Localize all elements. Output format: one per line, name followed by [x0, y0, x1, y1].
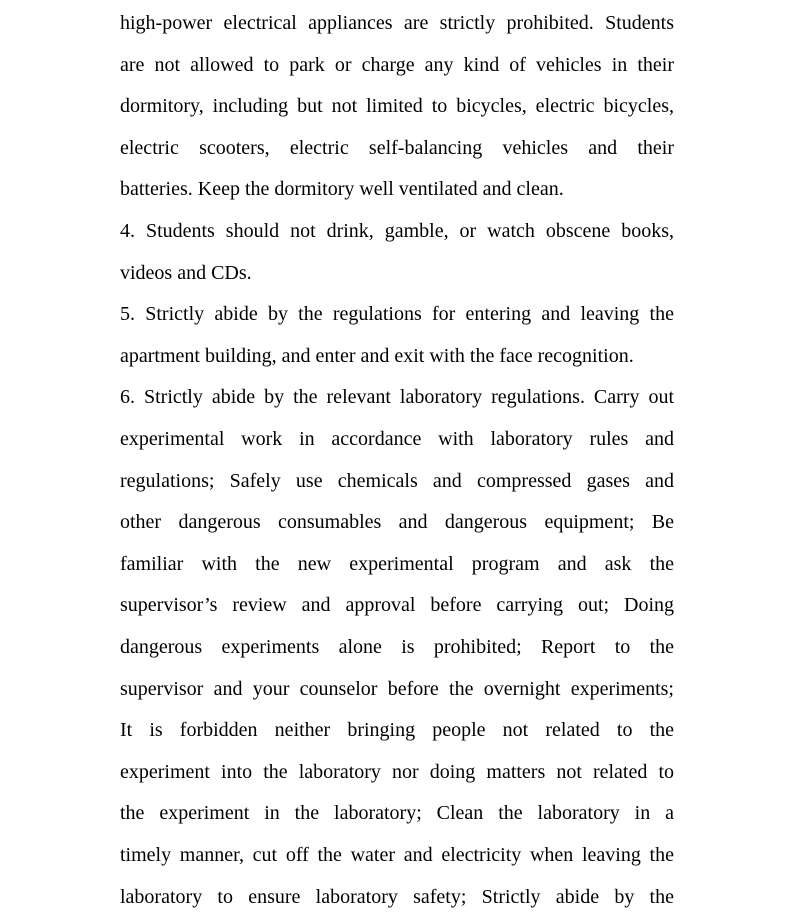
- text-line: 5. Strictly abide by the regulations for entering and leaving the: [120, 303, 674, 326]
- text-line: dormitory, including but not limited to bicycles, electric bicycles,: [120, 95, 674, 118]
- text-line: videos and CDs.: [120, 261, 252, 284]
- text-line: electric scooters, electric self-balancing vehicles and their: [120, 136, 674, 159]
- text-line: high-power electrical appliances are strictly prohibited. Students: [120, 12, 674, 34]
- text-line: regulations; Safely use chemicals and compressed gases and: [120, 469, 674, 492]
- text-line: It is forbidden neither bringing people not related to the: [120, 719, 674, 742]
- text-line: are not allowed to park or charge any kind of vehicles in their: [120, 53, 674, 76]
- text-line: the experiment in the laboratory; Clean the laboratory in a: [120, 802, 674, 825]
- text-line: dangerous experiments alone is prohibited; Report to the: [120, 636, 674, 658]
- text-line: laboratory to ensure laboratory safety; Strictly abide by the: [120, 885, 674, 908]
- text-line: 6. Strictly abide by the relevant laboratory regulations. Carry out: [120, 386, 674, 409]
- text-line: other dangerous consumables and dangerous equipment; Be: [120, 511, 674, 534]
- text-line: batteries. Keep the dormitory well ventilated and clean.: [120, 178, 564, 201]
- text-line: apartment building, and enter and exit with the face recognition.: [120, 344, 634, 367]
- text-line: timely manner, cut off the water and electricity when leaving the: [120, 844, 674, 866]
- text-line: experiment into the laboratory nor doing matters not related to: [120, 760, 674, 783]
- text-line: 4. Students should not drink, gamble, or watch obscene books,: [120, 220, 674, 242]
- text-line: supervisor and your counselor before the overnight experiments;: [120, 677, 674, 700]
- text-line: familiar with the new experimental program and ask the: [120, 552, 674, 575]
- text-line: supervisor’s review and approval before carrying out; Doing: [120, 594, 674, 617]
- text-line: experimental work in accordance with laboratory rules and: [120, 428, 674, 450]
